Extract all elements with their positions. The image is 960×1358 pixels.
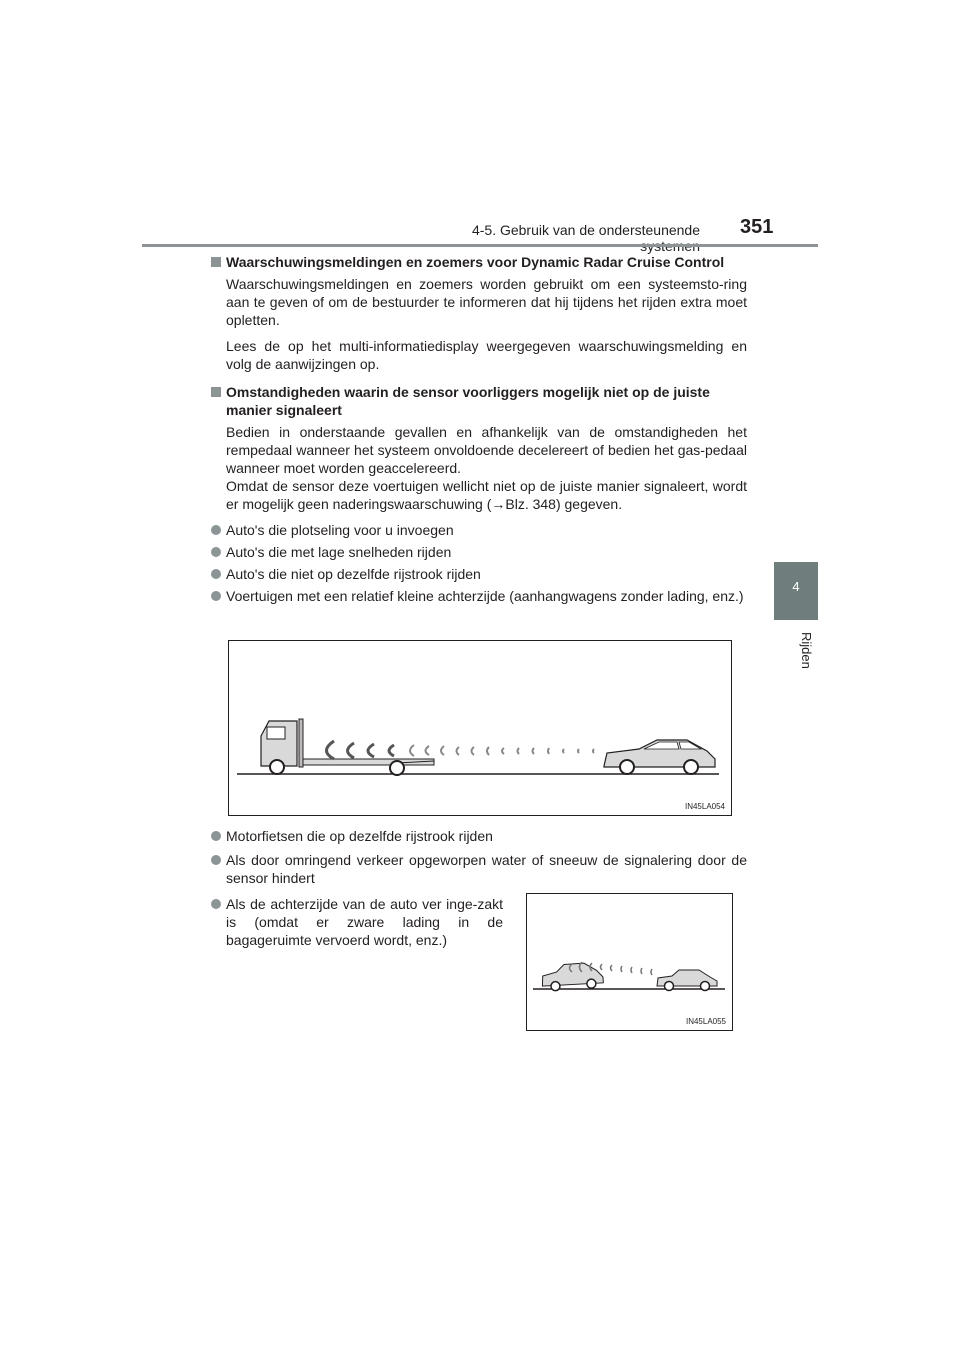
loaded-car-illustration bbox=[527, 894, 732, 1030]
list-last bbox=[211, 891, 503, 949]
bullet-icon bbox=[211, 831, 221, 841]
list-continued bbox=[211, 823, 747, 887]
bullet-icon bbox=[211, 569, 221, 579]
list-item: Als de achterzijde van de auto ver inge-zakt is (omdat er zware lading in de bagageruimte vervoerd wordt, enz.) bbox=[211, 895, 503, 949]
header-rule bbox=[142, 244, 818, 247]
bullet-icon bbox=[211, 899, 221, 909]
bullet-icon bbox=[211, 855, 221, 865]
page-number: 351 bbox=[740, 216, 774, 238]
figure-code: IN45LA055 bbox=[685, 1017, 726, 1026]
list-item: Als door omringend verkeer opgeworpen water of sneeuw de signalering door de sensor hindert bbox=[211, 851, 747, 887]
bullet-icon bbox=[211, 525, 221, 535]
figure-loaded-car bbox=[526, 893, 733, 1031]
figure-truck-sensor bbox=[228, 640, 732, 816]
paragraph: Lees de op het multi-informatiedisplay weergegeven waarschuwingsmelding en volg de aanwijzingen op. bbox=[226, 338, 747, 372]
truck-car-illustration bbox=[229, 641, 731, 815]
list-item: Auto's die met lage snelheden rijden bbox=[211, 543, 747, 561]
chapter-label: Rijden bbox=[799, 632, 814, 669]
bullet-icon bbox=[211, 591, 221, 601]
paragraph: Waarschuwingsmeldingen en zoemers worden gebruikt om een systeemsto-ring aan te geven of om de bestuurder te informeren dat hij tijdens het rijden extra moet opletten. bbox=[226, 276, 747, 328]
list-item: Motorfietsen die op dezelfde rijstrook rijden bbox=[211, 827, 747, 845]
section-title: 4-5. Gebruik van de ondersteunende bbox=[471, 222, 700, 238]
figure-code: IN45LA054 bbox=[684, 802, 725, 811]
section-heading: Waarschuwingsmeldingen en zoemers voor Dynamic Radar Cruise Control bbox=[211, 253, 747, 271]
list-item: Voertuigen met een relatief kleine achterzijde (aanhangwagens zonder lading, enz.) bbox=[211, 587, 747, 605]
square-bullet-icon bbox=[211, 387, 221, 397]
paragraph: Omdat de sensor deze voertuigen wellicht niet op de juiste manier signaleert, wordt er mogelijk geen naderingswaarschuwing (→Blz. 348) gegeven. bbox=[226, 478, 747, 512]
square-bullet-icon bbox=[211, 257, 221, 267]
chapter-tab: 4 bbox=[774, 562, 818, 620]
main-content bbox=[211, 253, 747, 605]
paragraph: Bedien in onderstaande gevallen en afhankelijk van de omstandigheden het rempedaal wanneer het systeem onvoldoende decelereert of bedien het gas-pedaal wanneer moet worden geaccelereerd. bbox=[226, 424, 747, 476]
list-item: Auto's die niet op dezelfde rijstrook rijden bbox=[211, 565, 747, 583]
section-heading: Omstandigheden waarin de sensor voorliggers mogelijk niet op de juiste manier signaleert bbox=[211, 383, 747, 419]
list-item: Auto's die plotseling voor u invoegen bbox=[211, 521, 747, 539]
bullet-icon bbox=[211, 547, 221, 557]
